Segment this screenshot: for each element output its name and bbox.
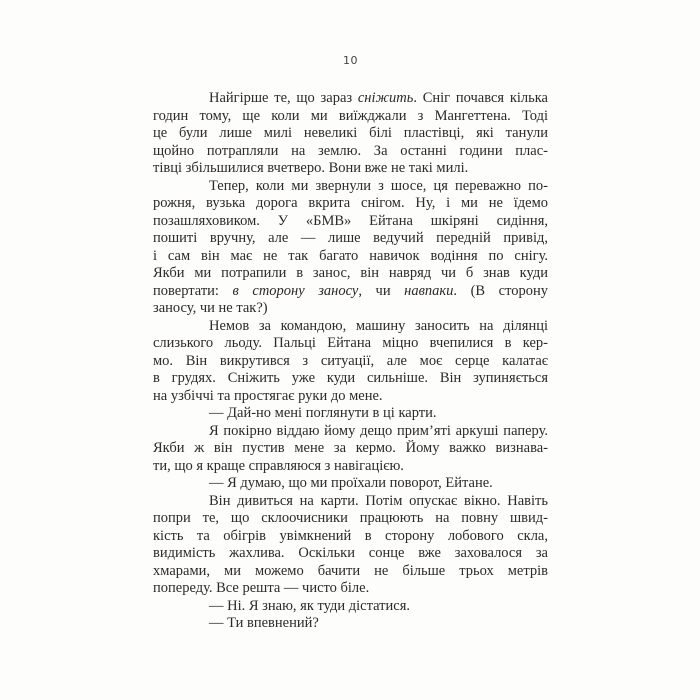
text-segment: — Ти впевнений? [209,615,319,631]
text-line [153,178,548,196]
text-segment: слизького льоду. Пальці Ейтана міцно вчепилися в кер- [153,335,548,351]
text-line [153,493,548,511]
text-line [153,160,548,178]
text-segment: рожня, вузька дорога вкрита снігом. Ну, і ми не їдемо [153,195,548,211]
paragraph [153,493,548,598]
text-line [153,370,548,388]
text-segment: пошиті вручну, але — лише ведучий передній привід, [153,230,548,246]
text-segment: попри те, що склоочисники працюють на повну швид- [153,510,548,526]
paragraph [153,90,548,178]
text-segment: Він дивиться на карти. Потім опускає вікно. Навіть [209,492,548,509]
text-segment: тівці збільшилися вчетверо. Вони вже не такі милі. [153,160,469,176]
text-line [153,475,548,493]
page-number: 10 [343,54,358,67]
paragraph [153,598,548,616]
text-line [153,353,548,371]
text-line [153,300,548,318]
body-text [153,90,548,633]
paragraph [153,405,548,423]
text-line [153,318,548,336]
text-segment: попереду. Все решта — чисто біле. [153,580,370,596]
text-segment: Тепер, коли ми звернули з шосе, ця переважно по- [209,177,548,194]
text-line [153,230,548,248]
text-segment: щойно потрапляли на землю. За останні години плас- [153,142,548,159]
text-line [153,213,548,231]
text-segment: заносу, чи не так?) [153,300,268,316]
text-line [153,388,548,406]
text-line [153,440,548,458]
text-segment: хмарами, ми можемо бачити не більше трьох метрів [153,562,548,579]
text-line [153,423,548,441]
text-segment: . (В сторону [453,282,548,299]
text-segment: Якби ми потрапили в занос, він навряд чи б знав куди [153,265,548,281]
text-line [153,125,548,143]
paragraph [153,423,548,476]
text-segment: кість та обігрів увімкнений в сторону лобового скла, [153,527,548,544]
text-line [153,580,548,598]
text-line [153,90,548,108]
text-line [153,195,548,213]
text-segment: . Сніг почався кілька [413,90,548,106]
text-segment: Немов за командою, машину заносить на ділянці [209,317,548,334]
paragraph [153,475,548,493]
text-segment: годин тому, ще коли ми виїжджали з Мангеттена. Тоді [153,107,548,124]
text-segment: мо. Він викрутився з ситуації, але моє серце калатає [153,352,548,369]
text-line [153,528,548,546]
text-line [153,335,548,353]
text-segment: ти, що я краще справляюся з навігацією. [153,457,404,474]
text-line [153,108,548,126]
paragraph [153,178,548,318]
text-segment: в грудях. Сніжить уже куди сильніше. Він зупиняється [153,370,548,386]
italic-text-segment: сніжить [357,90,414,106]
text-segment: позашляховиком. У «БМВ» Ейтана шкіряні сидіння, [153,212,548,229]
text-segment: — Ні. Я знаю, як туди дістатися. [209,597,411,614]
text-segment: і сам він має не так багато навичок водіння по снігу. [153,247,548,264]
text-segment: Найгірше те, що зараз [209,90,358,106]
text-line [153,615,548,633]
text-segment: — Дай-но мені поглянути в ці карти. [209,405,437,421]
text-line [153,598,548,616]
italic-text-segment: в сторону заносу [232,282,359,299]
text-line [153,510,548,528]
paragraph [153,318,548,406]
text-segment: , чи [358,282,405,299]
text-segment: видимість жахлива. Оскільки сонце вже заховалося за [153,545,548,561]
text-line [153,283,548,301]
text-segment: Я покірно віддаю йому дещо прим’яті аркуші паперу. [209,422,548,439]
text-segment: на узбіччі та простягає руки до мене. [153,387,383,404]
text-segment: це були лише милі невеликі білі пластівці, які танули [153,125,548,141]
paragraph [153,615,548,633]
text-line [153,248,548,266]
text-line [153,265,548,283]
text-segment: повертати: [153,282,233,299]
text-segment: — Я думаю, що ми проїхали поворот, Ейтане. [209,475,493,491]
text-segment: Якби ж він пустив мене за кермо. Йому важко визнава- [153,440,548,456]
italic-text-segment: навпаки [404,282,454,299]
text-line [153,563,548,581]
text-line [153,545,548,563]
text-line [153,458,548,476]
text-line [153,143,548,161]
text-line [153,405,548,423]
